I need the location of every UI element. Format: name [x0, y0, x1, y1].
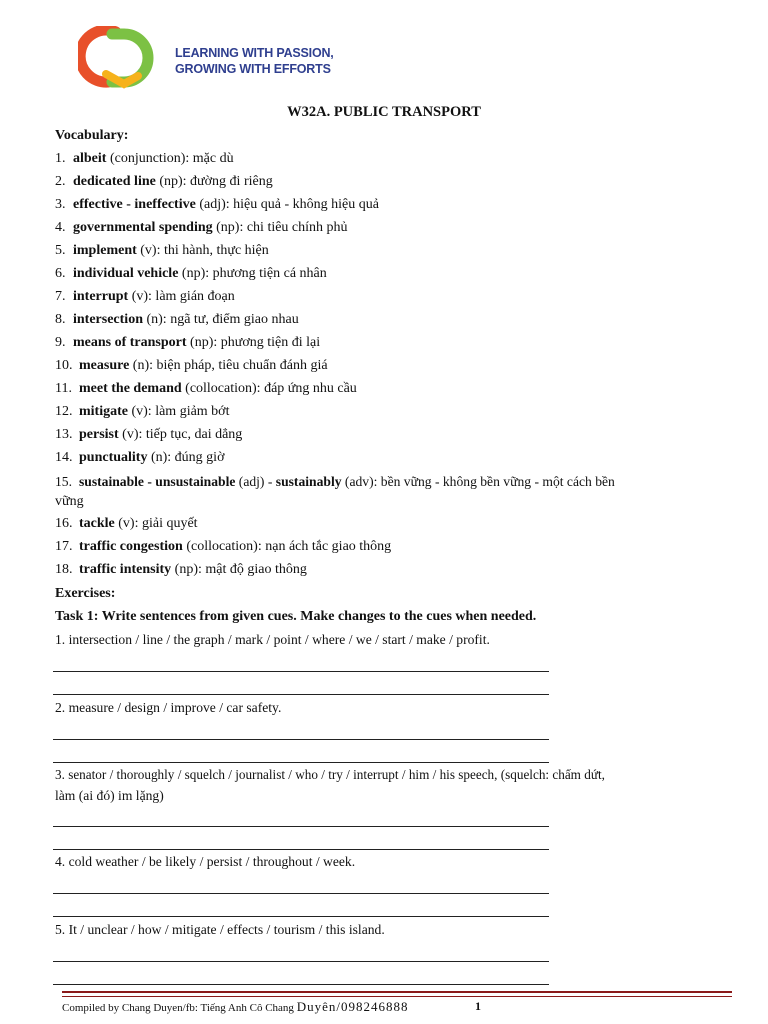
question-2: 2. measure / design / improve / car safety. [55, 700, 282, 715]
answer-line[interactable] [53, 739, 549, 740]
question-5: 5. It / unclear / how / mitigate / effects / tourism / this island. [55, 922, 385, 937]
vocab-item: 7. interrupt (v): làm gián đoạn [55, 289, 235, 304]
vocab-item: 10. measure (n): biện pháp, tiêu chuẩn đánh giá [55, 358, 328, 373]
answer-line[interactable] [53, 984, 549, 985]
task1-instruction: Task 1: Write sentences from given cues. Make changes to the cues when needed. [55, 609, 537, 624]
answer-line[interactable] [53, 961, 549, 962]
slogan [175, 45, 334, 77]
answer-line[interactable] [53, 826, 549, 827]
question-1: 1. intersection / line / the graph / mark / point / where / we / start / make / profit. [55, 632, 490, 647]
exercises-heading: Exercises: [55, 586, 116, 601]
vocab-item: 8. intersection (n): ngã tư, điểm giao nhau [55, 312, 299, 327]
answer-line[interactable] [53, 916, 549, 917]
vocabulary-heading: Vocabulary: [55, 128, 129, 143]
question-4: 4. cold weather / be likely / persist / throughout / week. [55, 854, 356, 869]
slogan-line2: GROWING WITH EFFORTS [175, 62, 331, 76]
vocab-item: 1. albeit (conjunction): mặc dù [55, 151, 234, 166]
vocab-item-15: 15. sustainable - unsustainable (adj) - sustainably (adv): bền vững - không bền vững - một cách bền [55, 474, 615, 489]
vocab-item: 2. dedicated line (np): đường đi riêng [55, 174, 273, 189]
vocab-item: 6. individual vehicle (np): phương tiện cá nhân [55, 266, 327, 281]
vocab-item: 17. traffic congestion (collocation): nạn ách tắc giao thông [55, 539, 392, 554]
answer-line[interactable] [53, 893, 549, 894]
answer-line[interactable] [53, 671, 549, 672]
slogan-line1: LEARNING WITH PASSION, [175, 46, 334, 60]
question-3-cont: làm (ai đó) im lặng) [55, 788, 164, 803]
page-number: 1 [475, 999, 481, 1013]
answer-line[interactable] [53, 694, 549, 695]
vocab-item: 9. means of transport (np): phương tiện đi lại [55, 335, 321, 350]
answer-line[interactable] [53, 849, 549, 850]
question-3: 3. senator / thoroughly / squelch / journalist / who / try / interrupt / him / his speech, (squelch: chấm dứt, [55, 767, 605, 782]
vocab-item: 4. governmental spending (np): chi tiêu chính phủ [55, 220, 348, 235]
vocab-item: 14. punctuality (n): đúng giờ [55, 450, 225, 465]
footer-credit: Compiled by Chang Duyen/fb: Tiếng Anh Cô Chang Duyên/098246888 [62, 999, 409, 1014]
vocab-item: 13. persist (v): tiếp tục, dai dẳng [55, 427, 243, 442]
footer-rule [62, 996, 732, 997]
vocab-item: 12. mitigate (v): làm giảm bớt [55, 404, 230, 419]
vocab-item: 11. meet the demand (collocation): đáp ứng nhu cầu [55, 381, 357, 396]
footer-rule [62, 991, 732, 993]
answer-line[interactable] [53, 762, 549, 763]
vocab-item: 5. implement (v): thi hành, thực hiện [55, 243, 269, 258]
vocab-item-15-cont: vững [55, 494, 84, 509]
vocab-item: 18. traffic intensity (np): mật độ giao thông [55, 562, 307, 577]
page-title: W32A. PUBLIC TRANSPORT [287, 104, 481, 120]
vocab-item: 3. effective - ineffective (adj): hiệu quả - không hiệu quả [55, 197, 379, 212]
vocab-item: 16. tackle (v): giải quyết [55, 516, 198, 531]
